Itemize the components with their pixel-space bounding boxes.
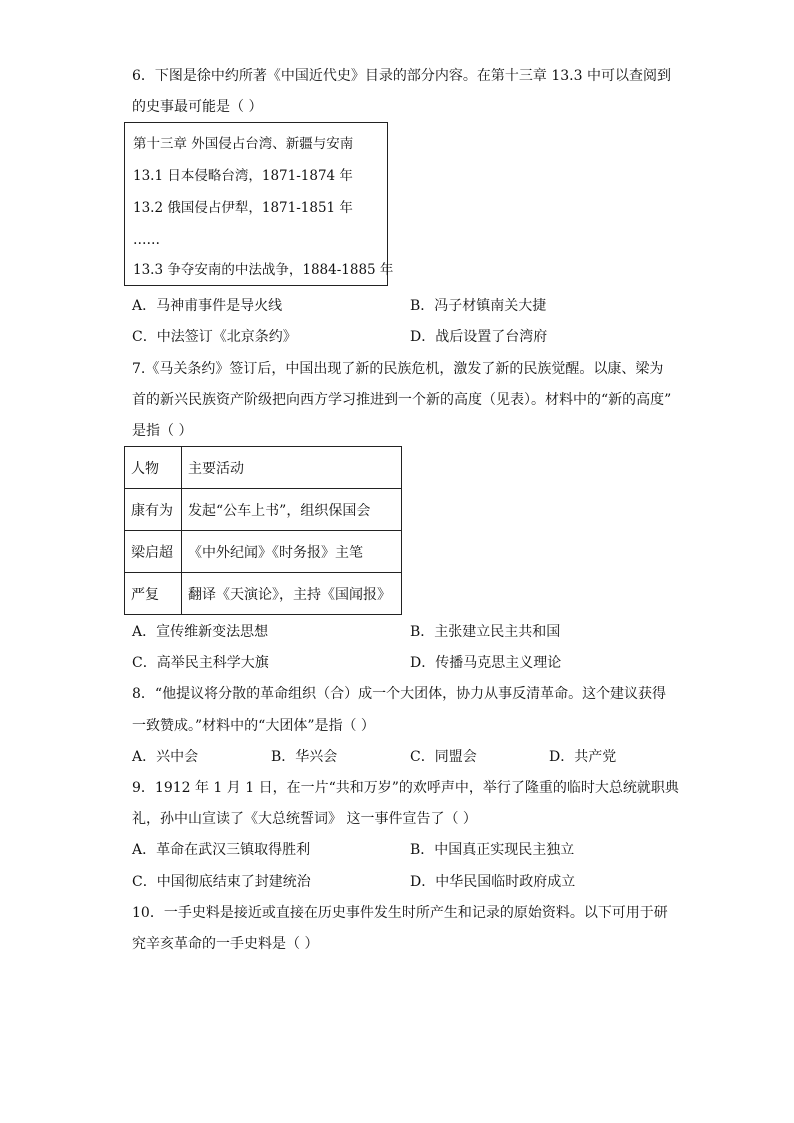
table-cell-person: 康有为 [125,489,182,531]
toc-section-13-2: 13.2 俄国侵占伊犁，1871-1851 年 [133,200,353,216]
q8-option-b: B．华兴会 [271,749,338,765]
q9-option-d: D．中华民国临时政府成立 [410,874,576,890]
table-row [125,573,402,615]
q6-table-of-contents-box [124,122,394,286]
toc-ellipsis: …… [133,232,160,248]
table-cell-person: 梁启超 [125,531,182,573]
table-cell-person: 严复 [125,573,182,615]
q10-stem-line-1: 10．一手史料是接近或直接在历史事件发生时所产生和记录的原始资料。以下可用于研 [132,905,668,921]
table-header-activity: 主要活动 [182,447,402,489]
q6-option-b: B．冯子材镇南关大捷 [410,298,547,314]
q7-option-c: C．高举民主科学大旗 [132,655,269,671]
q8-option-d: D．共产党 [549,749,617,765]
q7-option-a: A．宣传维新变法思想 [132,624,269,640]
q6-stem-line-1: 6．下图是徐中约所著《中国近代史》目录的部分内容。在第十三章 13.3 中可以查阅到 [132,68,671,84]
table-row [125,447,402,489]
table-cell-activity: 《中外纪闻》《时务报》主笔 [182,531,402,573]
q7-figures-table [124,446,402,615]
q9-option-a: A．革命在武汉三镇取得胜利 [132,842,311,858]
q9-stem-line-1: 9．1912 年 1 月 1 日，在一片“共和万岁”的欢呼声中，举行了隆重的临时大总统就职典 [132,780,679,796]
q7-option-b: B．主张建立民主共和国 [410,624,561,640]
q10-stem-line-2: 究辛亥革命的一手史料是（ ） [132,936,319,952]
q6-option-c: C．中法签订《北京条约》 [132,329,297,345]
toc-section-13-1: 13.1 日本侵略台湾，1871-1874 年 [133,168,353,184]
table-cell-activity: 翻译《天演论》，主持《国闻报》 [182,573,402,615]
q6-option-d: D．战后设置了台湾府 [410,329,548,345]
table-header-person: 人物 [125,447,182,489]
q9-option-c: C．中国彻底结束了封建统治 [132,874,311,890]
table-row [125,489,402,531]
q9-stem-line-2: 礼，孙中山宣读了《大总统誓词》 这一事件宣告了（ ） [132,811,477,827]
q8-option-c: C．同盟会 [410,749,477,765]
q7-option-d: D．传播马克思主义理论 [410,655,562,671]
q9-option-b: B．中国真正实现民主独立 [410,842,575,858]
toc-chapter-title: 第十三章 外国侵占台湾、新疆与安南 [133,136,354,152]
q8-option-a: A．兴中会 [132,749,199,765]
toc-section-13-3: 13.3 争夺安南的中法战争，1884-1885 年 [133,262,394,278]
q8-stem-line-2: 一致赞成。”材料中的“大团体”是指（ ） [132,718,375,734]
q7-stem-line-2: 首的新兴民族资产阶级把向西方学习推进到一个新的高度（见表）。材料中的“新的高度” [132,392,672,408]
q7-stem-line-3: 是指（ ） [132,423,193,439]
table-cell-activity: 发起“公车上书”，组织保国会 [182,489,402,531]
q8-stem-line-1: 8．“他提议将分散的革命组织（合）成一个大团体，协力从事反清革命。这个建议获得 [132,686,667,702]
q7-stem-line-1: 7.《马关条约》签订后，中国出现了新的民族危机，激发了新的民族觉醒。以康、梁为 [132,361,664,377]
q6-stem-line-2: 的史事最可能是（ ） [132,99,263,115]
q6-option-a: A．马神甫事件是导火线 [132,298,283,314]
table-row [125,531,402,573]
